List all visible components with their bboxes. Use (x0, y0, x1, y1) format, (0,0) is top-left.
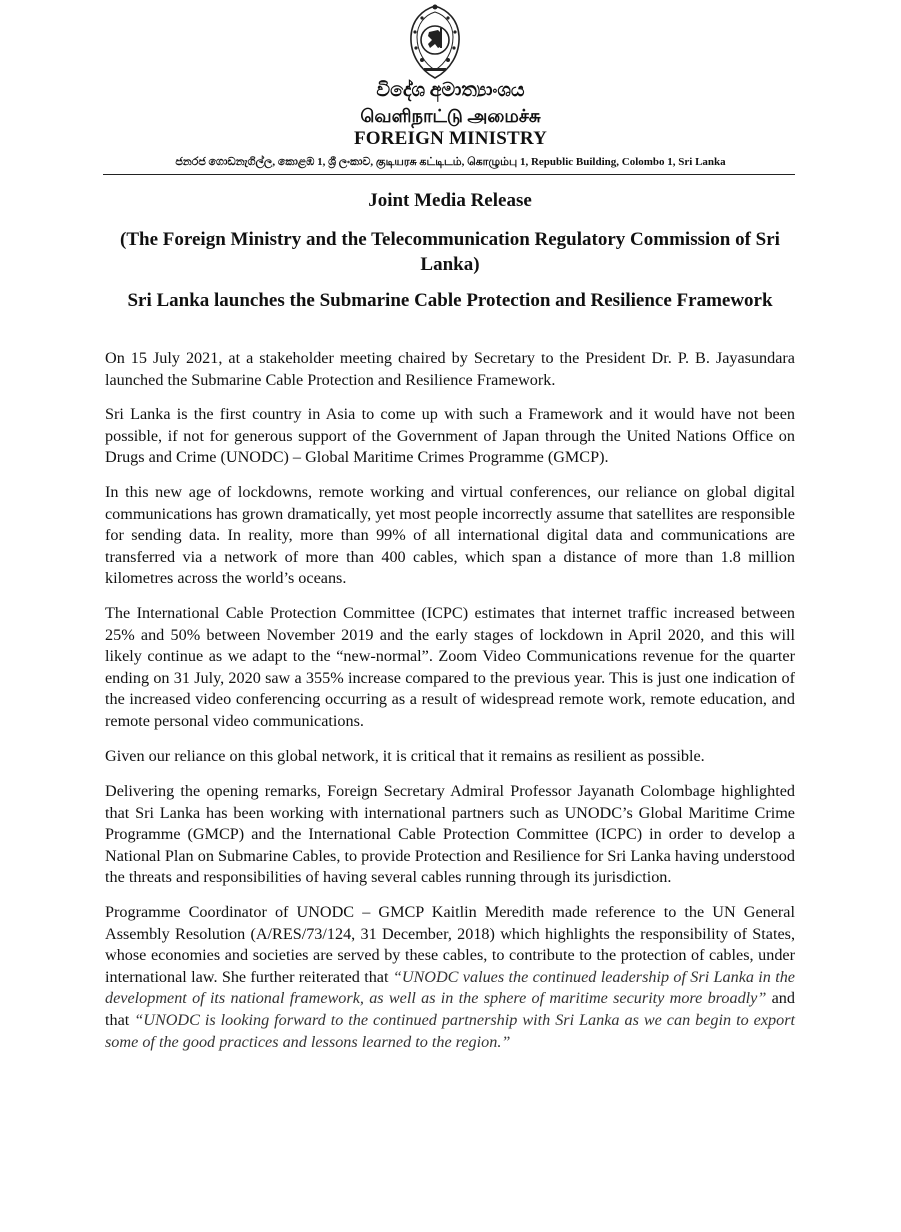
paragraph-launch: On 15 July 2021, at a stakeholder meeting chaired by Secretary to the President Dr. P. B. Jayasundara launched the Submarine Cable Protection and Resilience Framework. (105, 349, 795, 389)
paragraph-first-in-asia: Sri Lanka is the first country in Asia to come up with such a Framework and it would have not been possible, if not for generous support of the Government of Japan through the United Nations Office on Drugs and Crime (UNODC) – Global Maritime Crimes Programme (GMCP). (105, 405, 795, 467)
document-title: Sri Lanka launches the Submarine Cable Protection and Resilience Framework (127, 290, 773, 311)
release-type-heading: Joint Media Release (368, 190, 532, 211)
unodc-quote-partnership: “UNODC is looking forward to the continued partnership with Sri Lanka as we can begin to export some of the good practices and lessons learned to the region.” (105, 1011, 795, 1051)
state-emblem-icon (402, 2, 468, 80)
unodc-quote-leadership: “UNODC values the continued leadership of Sri Lanka in the development of its national framework, as well as in the sphere of maritime security more broadly” (105, 967, 795, 1008)
paragraph-connector: and that (105, 989, 795, 1030)
paragraph-opening-remarks: Delivering the opening remarks, Foreign Secretary Admiral Professor Jayanath Colombage highlighted that Sri Lanka has been working with international partners such as UNODC’s Global Maritime Crime Programme (GMCP) and the International Cable Protection Committee (ICPC) in order to develop a National Plan on Submarine Cables, to provide Protection and Resilience for Sri Lanka having understood the threats and responsibilities of having several cables running through its jurisdiction. (105, 782, 795, 887)
ministry-name-english: FOREIGN MINISTRY (353, 128, 548, 149)
paragraph-resilience: Given our reliance on this global network, it is critical that it remains as resilient as possible. (105, 746, 705, 765)
paragraph-digital-reliance: In this new age of lockdowns, remote working and virtual conferences, our reliance on global digital communications has grown dramatically, yet most people incorrectly assume that satellites are responsible for sending data. In reality, more than 99% of all international digital data and communications are transferred via a network of more than 400 cables, which span a distance of more than 1.8 million kilometres across the world’s oceans. (105, 482, 795, 588)
ministry-name-sinhala: විදේශ අමාත්‍යාංශය (376, 80, 525, 101)
letterhead-divider (103, 174, 795, 175)
paragraph-unodc-remarks (105, 902, 795, 1053)
paragraph-unodc-text: Programme Coordinator of UNODC – GMCP Kaitlin Meredith made reference to the UN General Assembly Resolution (A/RES/73/124, 31 December, 2018) which highlights the responsibility of States, whose economies and societies are served by these cables, to contribute to the protection of cables, under international law. She further reiterated that (105, 903, 795, 986)
document-body (105, 348, 795, 1066)
ministry-address: ජනරජ ගොඩනැගිල්ල, කොළඹ 1, ශ්‍රී ලංකාව, குடியரசு கட்டிடம், கொழும்பு 1, Republic Building, Colombo 1, Sri Lanka (175, 156, 726, 168)
parties-heading: (The Foreign Ministry and the Telecommunication Regulatory Commission of Sri Lanka) (120, 229, 780, 275)
ministry-name-tamil: வெளிநாட்டு அமைச்சு (360, 106, 541, 126)
paragraph-icpc-traffic: The International Cable Protection Committee (ICPC) estimates that internet traffic increased between 25% and 50% between November 2019 and the early stages of lockdown in April 2020, and this will likely continue as we adapt to the “new-normal”. Zoom Video Communications revenue for the quarter ending on 31 July, 2020 saw a 355% increase compared to the previous year. This is just one indication of the increased video conferencing occurring as a result of widespread remote work, remote education, and remote personal video communications. (105, 603, 795, 730)
